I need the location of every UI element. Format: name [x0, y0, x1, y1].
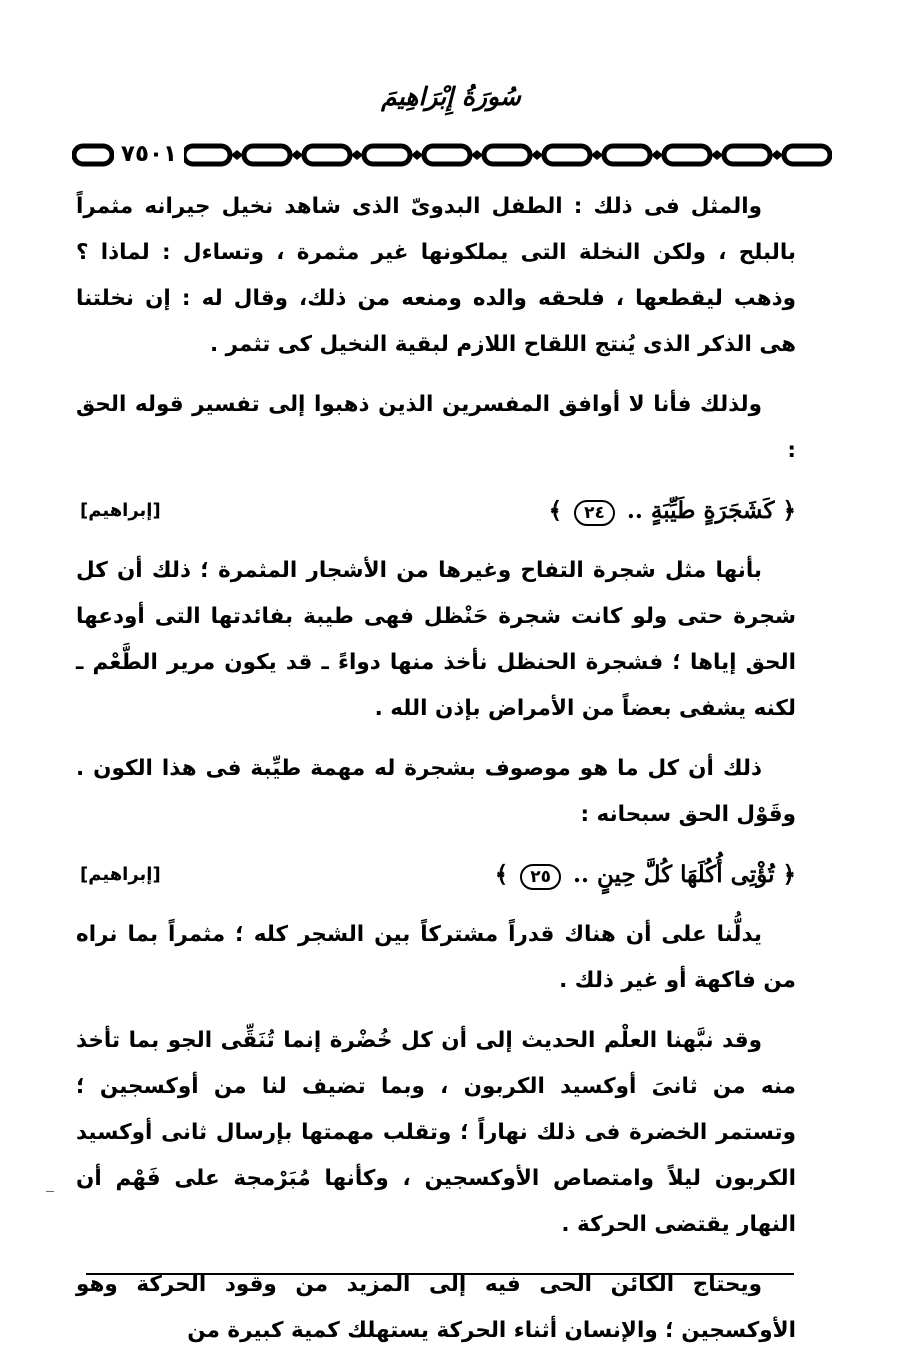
quran-verse: [76, 852, 796, 898]
border-link: [604, 146, 650, 164]
paragraph: ولذلك فأنا لا أوافق المفسرين الذين ذهبوا إلى تفسير قوله الحق :: [76, 392, 796, 463]
paragraph: وقد نبَّهنا العلْم الحديث إلى أن كل خُضْرة إنما تُنَقِّى الجو بما تأخذ منه من ثانىَ أوكسيد الكربون ، وبما تضيف لنا من أوكسجين ؛ وتستمر الخضرة فى ذلك نهاراً ؛ وتقلب مهمتها بإرسال ثانى أوكسيد الكربون ليلاً وامتصاص الأوكسجين ، وكأنها مُبَرْمجة على فَهْم أن النهار يقتضى الحركة .: [76, 1028, 796, 1237]
border-diamond: [591, 150, 603, 160]
border-diamond: [351, 150, 363, 160]
quran-verse: [76, 488, 796, 534]
paragraph: يدلُّنا على أن هناك قدراً مشتركاً بين الشجر كله ؛ مثمراً بما نراه من فاكهة أو غير ذلك .: [76, 922, 796, 993]
border-diamond: [531, 150, 543, 160]
border-diamond: [471, 150, 483, 160]
border-link: [424, 146, 470, 164]
verse-content: [549, 488, 796, 534]
border-link: [544, 146, 590, 164]
paragraph: بأنها مثل شجرة التفاح وغيرها من الأشجار المثمرة ؛ ذلك أن كل شجرة حتى ولو كانت شجرة حَنْظل فهى طيبة بفائدتها التى أودعها الحق إياها ؛ فشجرة الحنظل نأخذ منها دواءً ـ قد يكون مرير الطَّعْم ـ لكنه يشفى بعضاً من الأمراض بإذن الله .: [76, 558, 796, 721]
border-diamond: [291, 150, 303, 160]
border-diamond: [711, 150, 723, 160]
verse-text: تُؤْتِى أُكُلَهَا كُلَّ حِينٍ ..: [573, 861, 775, 888]
verse-reference: [إبراهيم]: [80, 864, 161, 885]
paragraph: ذلك أن كل ما هو موصوف بشجرة له مهمة طيِّبة فى هذا الكون . وقَوْل الحق سبحانه :: [76, 756, 796, 827]
border-link: [664, 146, 710, 164]
paragraph: والمثل فى ذلك : الطفل البدوىّ الذى شاهد نخيل جيرانه مثمراً بالبلح ، ولكن النخلة التى يملكونها غير مثمرة ، وتساءل : لماذا ؟ وذهب ليقطعها ، فلحقه والده ومنعه من ذلك، وقال له : إن نخلتنا هى الذكر الذى يُنتج اللقاح اللازم لبقية النخيل كى تثمر .: [76, 194, 796, 357]
border-diamond: [651, 150, 663, 160]
border-diamond: [771, 150, 783, 160]
border-link: [784, 146, 830, 164]
header-ornament-border: [72, 137, 832, 173]
paragraph: ويحتاج الكائن الحى فيه إلى المزيد من وقود الحركة وهو الأوكسجين ؛ والإنسان أثناء الحركة يستهلك كمية كبيرة من: [76, 1272, 796, 1343]
scan-edge-mark: [46, 1191, 54, 1192]
border-link: [244, 146, 290, 164]
verse-open-bracket: ﴿: [782, 861, 796, 888]
border-link: [724, 146, 770, 164]
border-link: [304, 146, 350, 164]
footer-rule: [86, 1273, 794, 1275]
verse-text: كَشَجَرَةٍ طَيِّبَةٍ ..: [626, 497, 775, 524]
border-link: [364, 146, 410, 164]
verse-reference: [إبراهيم]: [80, 500, 161, 521]
verse-close-bracket: ﴾: [494, 861, 509, 888]
verse-close-bracket: ﴾: [548, 497, 563, 524]
border-link: [484, 146, 530, 164]
border-link: [74, 146, 112, 164]
main-text: [76, 184, 796, 1368]
verse-open-bracket: ﴿: [782, 497, 796, 524]
border-link: [184, 146, 230, 164]
surah-title: سُورَةُ إِبْرَاهِيمَ: [381, 82, 521, 111]
verse-number: ٢٤: [574, 500, 615, 526]
verse-number: ٢٥: [520, 864, 561, 890]
border-diamond: [411, 150, 423, 160]
page-number: ٧٥٠١: [114, 138, 184, 170]
verse-content: [495, 852, 796, 898]
border-diamond: [231, 150, 243, 160]
